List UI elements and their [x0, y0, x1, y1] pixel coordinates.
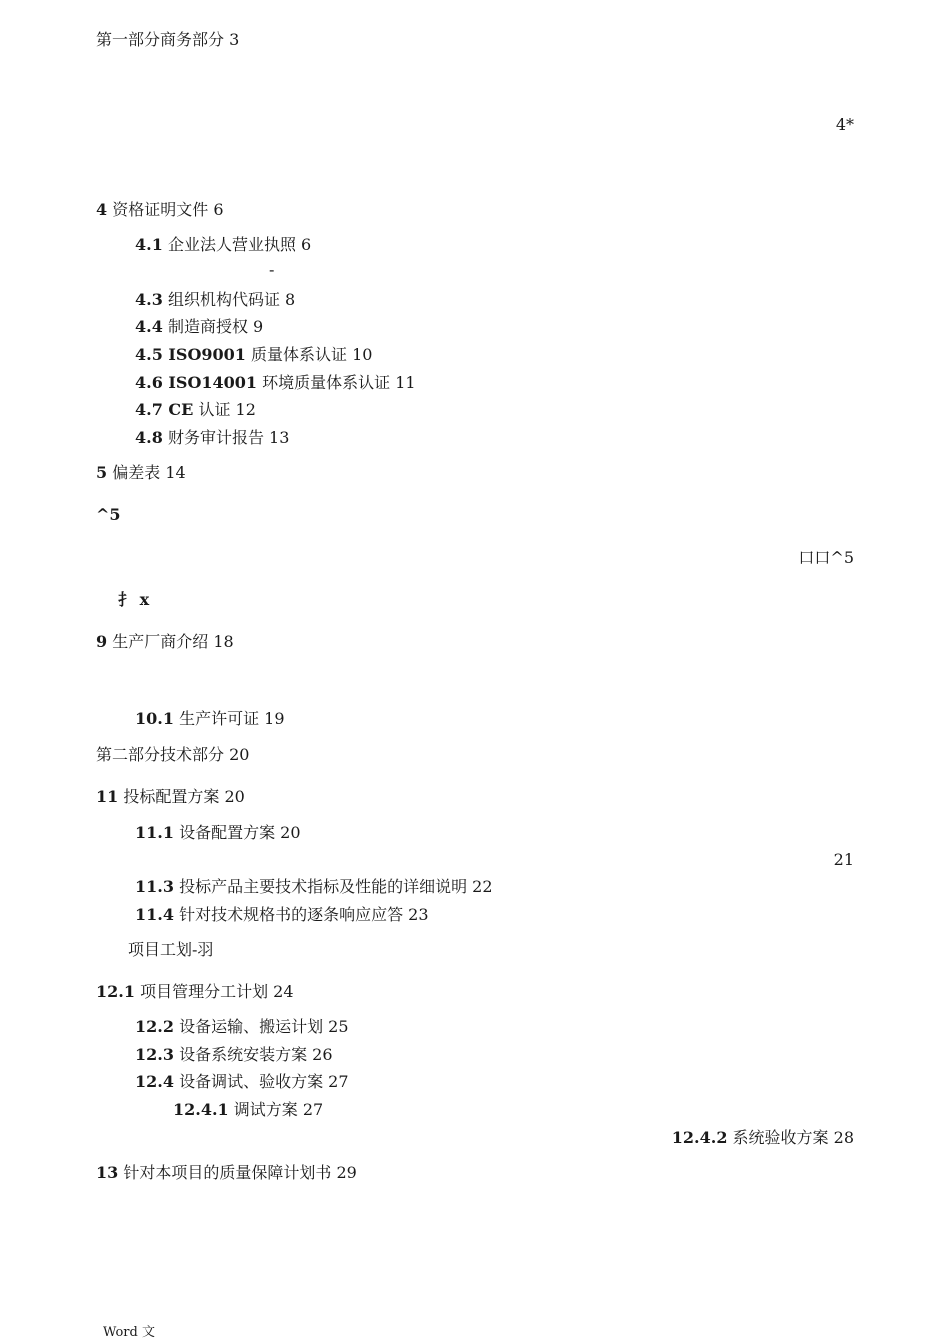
toc-entry-12-4-2 — [96, 1127, 854, 1149]
toc-number: 10.1 — [135, 709, 174, 728]
toc-text: 针对技术规格书的逐条响应应答 23 — [179, 905, 429, 924]
toc-number: 12.1 — [96, 982, 135, 1001]
toc-entry-4 — [96, 199, 854, 221]
toc-number: 12.4.1 — [173, 1100, 229, 1119]
toc-text: 组织机构代码证 8 — [167, 290, 296, 309]
toc-number: 12.2 — [135, 1017, 174, 1036]
toc-entry-13 — [96, 1162, 854, 1184]
toc-number: 13 — [96, 1163, 119, 1182]
toc-number: 4.7 CE — [135, 400, 194, 419]
toc-number: 4.8 — [135, 428, 163, 447]
toc-stray-4 — [96, 114, 854, 136]
toc-text: 生产许可证 19 — [179, 709, 285, 728]
toc-number: 11.3 — [135, 877, 174, 896]
toc-number: 4.1 — [135, 235, 163, 254]
toc-text: 21 — [833, 850, 854, 869]
toc-text: 系统验收方案 28 — [732, 1128, 854, 1147]
toc-text: 偏差表 14 — [112, 463, 186, 482]
toc-text: 项目管理分工计划 24 — [140, 982, 294, 1001]
toc-text: 制造商授权 9 — [167, 317, 264, 336]
toc-entry-12-1 — [96, 981, 854, 1003]
toc-entry-9 — [96, 631, 854, 653]
toc-text: 第一部分商务部分 3 — [96, 30, 240, 49]
toc-entry-10-1 — [135, 708, 854, 730]
toc-entry-11-3 — [135, 876, 854, 898]
toc-entry-4-4 — [135, 316, 854, 338]
toc-number: 11 — [96, 787, 119, 806]
toc-text: 调试方案 27 — [233, 1100, 324, 1119]
toc-stray-caret5 — [96, 504, 854, 526]
toc-text: 质量体系认证 10 — [251, 345, 373, 364]
toc-number: 9 — [96, 632, 108, 651]
toc-number: 4 — [96, 200, 108, 219]
toc-text: - — [269, 260, 275, 279]
toc-text: 资格证明文件 6 — [112, 200, 224, 219]
toc-text: 针对本项目的质量保障计划书 29 — [123, 1163, 357, 1182]
toc-entry-4-1 — [135, 234, 854, 256]
toc-stray-glyph — [118, 589, 854, 611]
toc-part-two — [96, 744, 854, 766]
toc-text: 投标配置方案 20 — [123, 787, 245, 806]
toc-text: 项目工划-羽 — [128, 940, 214, 959]
toc-number: 12.4 — [135, 1072, 174, 1091]
toc-text: 第二部分技术部分 20 — [96, 745, 250, 764]
toc-entry-5 — [96, 462, 854, 484]
toc-text: 口口^5 — [798, 548, 854, 567]
toc-number: 4.4 — [135, 317, 163, 336]
toc-number: 5 — [96, 463, 108, 482]
toc-entry-4-8 — [135, 427, 854, 449]
toc-entry-12-2 — [135, 1016, 854, 1038]
toc-entry-11-1 — [135, 822, 854, 844]
toc-number: ^5 — [96, 505, 121, 524]
toc-text: 设备运输、搬运计划 25 — [179, 1017, 349, 1036]
toc-text: 财务审计报告 13 — [167, 428, 290, 447]
toc-entry-12-4-1 — [173, 1099, 854, 1121]
toc-entry-4-5 — [135, 344, 854, 366]
toc-text: 设备系统安装方案 26 — [179, 1045, 333, 1064]
toc-text: 生产厂商介绍 18 — [112, 632, 234, 651]
toc-text: 环境质量体系认证 11 — [262, 373, 416, 392]
toc-number: 12.3 — [135, 1045, 174, 1064]
toc-text: 扌 x — [118, 590, 150, 609]
toc-part-one — [96, 29, 854, 51]
toc-entry-12-4 — [135, 1071, 854, 1093]
toc-text: 企业法人营业执照 6 — [167, 235, 312, 254]
toc-number: 11.1 — [135, 823, 174, 842]
toc-entry-4-3 — [135, 289, 854, 311]
toc-entry-11 — [96, 786, 854, 808]
toc-number: 4.3 — [135, 290, 163, 309]
page-footer — [103, 1324, 155, 1342]
footer-text: Word 文 — [103, 1325, 155, 1340]
toc-text: 投标产品主要技术指标及性能的详细说明 22 — [179, 877, 493, 896]
toc-entry-4-7 — [135, 399, 854, 421]
toc-stray-21 — [96, 849, 854, 871]
toc-text: 4* — [835, 115, 854, 134]
toc-text: 设备配置方案 20 — [179, 823, 301, 842]
toc-entry-12-3 — [135, 1044, 854, 1066]
toc-text: 认证 12 — [198, 400, 256, 419]
toc-number: 11.4 — [135, 905, 174, 924]
toc-stray-dash — [269, 262, 854, 278]
toc-text: 设备调试、验收方案 27 — [179, 1072, 349, 1091]
toc-entry-12-garbled — [128, 939, 854, 961]
toc-entry-11-4 — [135, 904, 854, 926]
toc-number: 12.4.2 — [671, 1128, 728, 1147]
toc-stray-boxes — [96, 547, 854, 569]
toc-number: 4.6 ISO14001 — [135, 373, 258, 392]
toc-number: 4.5 ISO9001 — [135, 345, 246, 364]
toc-entry-4-6 — [135, 372, 854, 394]
